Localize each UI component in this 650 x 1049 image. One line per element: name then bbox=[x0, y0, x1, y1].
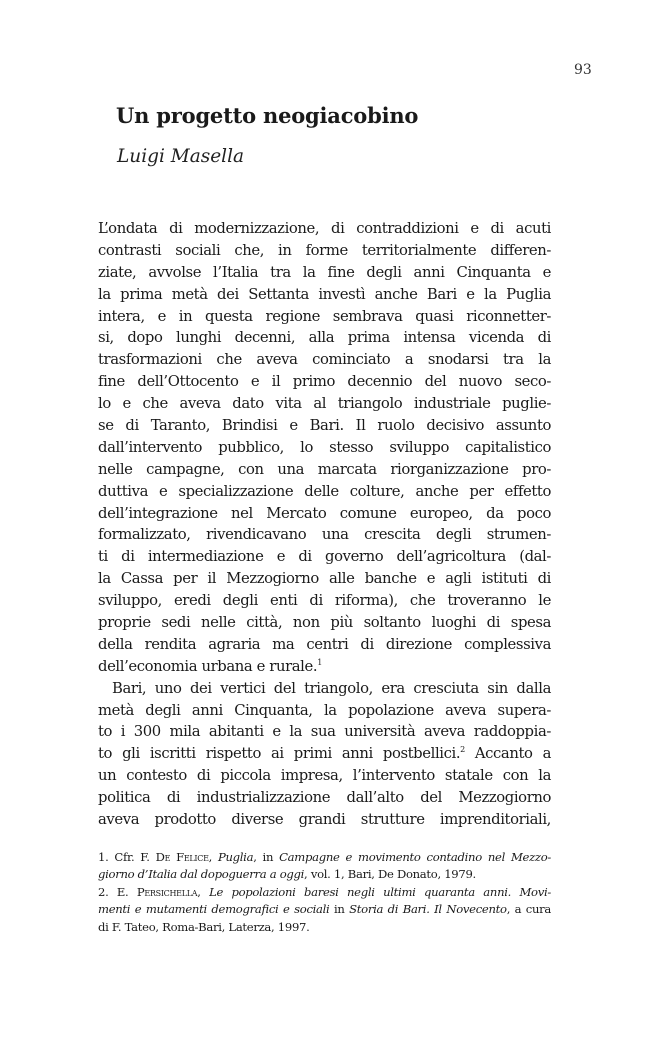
fn-text: , vol. 1, Bari, De Donato, 1979. bbox=[304, 867, 476, 882]
body-line-text: to gli iscritti rispetto ai primi anni postbellici. bbox=[98, 745, 461, 763]
fn-text: , bbox=[197, 884, 210, 899]
fn-text: , a cura bbox=[506, 902, 551, 917]
body-line: della rendita agraria ma centri di direzione complessiva bbox=[98, 635, 551, 653]
body-line: Bari, uno dei vertici del triangolo, era cresciuta sin dalla bbox=[112, 679, 551, 697]
body-line: sviluppo, eredi degli enti di riforma), che troveranno le bbox=[98, 592, 551, 610]
fn-author: Persichella bbox=[136, 884, 198, 899]
body-line bbox=[98, 656, 551, 678]
fn-text: , bbox=[208, 850, 218, 864]
footnote-2-line: di F. Tateo, Roma-Bari, Laterza, 1997. bbox=[98, 919, 310, 934]
body-line: intera, e in questa regione sembrava quasi riconnetter- bbox=[98, 307, 551, 325]
fn-title: giorno d’Italia dal dopoguerra a oggi bbox=[98, 867, 305, 882]
body-line-text: Accanto a bbox=[464, 745, 551, 763]
chapter-author: Luigi Masella bbox=[117, 146, 245, 167]
body-line: nelle campagne, con una marcata riorganizzazione pro- bbox=[98, 460, 551, 478]
body-line: dall’intervento pubblico, lo stesso sviluppo capitalistico bbox=[98, 438, 551, 456]
body-line: trasformazioni che aveva cominciato a snodarsi tra la bbox=[98, 351, 551, 369]
body-line: fine dell’Ottocento e il primo decennio del nuovo seco- bbox=[98, 373, 551, 391]
chapter-title: Un progetto neogiacobino bbox=[116, 103, 419, 128]
body-line: la prima metà dei Settanta investì anche Bari e la Puglia bbox=[98, 285, 551, 303]
body-text bbox=[98, 218, 551, 831]
fn-text: , in bbox=[253, 850, 280, 864]
fn-text: in bbox=[329, 902, 350, 917]
body-line: duttiva e specializzazione delle colture, anche per effetto bbox=[98, 482, 551, 500]
fn-title: Le popolazioni baresi negli ultimi quaranta anni. Movi- bbox=[209, 884, 551, 899]
footnote-1-line bbox=[98, 866, 551, 883]
footnote-1-line bbox=[98, 849, 551, 866]
body-line: dell’integrazione nel Mercato comune europeo, da poco bbox=[98, 504, 551, 522]
fn-text: 1. Cfr. F. bbox=[98, 850, 156, 864]
fn-title: Puglia bbox=[217, 850, 254, 864]
body-line: lo e che aveva dato vita al triangolo industriale puglie- bbox=[98, 395, 551, 413]
body-line: to i 300 mila abitanti e la sua università aveva raddoppia- bbox=[98, 723, 551, 741]
body-line: L’ondata di modernizzazione, di contraddizioni e di acuti bbox=[98, 220, 551, 237]
footnote-marker-1: 1 bbox=[317, 657, 322, 667]
fn-author: De Felice bbox=[155, 850, 209, 864]
footnotes bbox=[98, 849, 551, 936]
body-line: ti di intermediazione e di governo dell’agricoltura (dal- bbox=[98, 548, 551, 566]
fn-text: 2. E. bbox=[98, 884, 137, 899]
footnote-marker-2: 2 bbox=[460, 745, 465, 755]
fn-title: Storia di Bari. Il Novecento bbox=[349, 902, 507, 917]
footnote-2-line bbox=[98, 901, 551, 918]
body-line bbox=[98, 743, 551, 765]
body-line: contrasti sociali che, in forme territorialmente differen- bbox=[98, 241, 551, 259]
body-line: se di Taranto, Brindisi e Bari. Il ruolo decisivo assunto bbox=[98, 417, 551, 435]
body-line: proprie sedi nelle città, non più soltanto luoghi di spesa bbox=[98, 614, 551, 632]
body-line: aveva prodotto diverse grandi strutture imprenditoriali, bbox=[98, 811, 551, 829]
body-line: un contesto di piccola impresa, l’intervento statale con la bbox=[98, 767, 551, 785]
body-line: formalizzato, rivendicavano una crescita degli strumen- bbox=[98, 526, 551, 544]
body-line: metà degli anni Cinquanta, la popolazione aveva supera- bbox=[98, 701, 551, 719]
page-number: 93 bbox=[574, 62, 592, 78]
body-line-text: dell’economia urbana e rurale. bbox=[98, 657, 318, 675]
body-line: si, dopo lunghi decenni, alla prima intensa vicenda di bbox=[98, 329, 551, 347]
body-line: politica di industrializzazione dall’alto del Mezzogiorno bbox=[98, 789, 551, 807]
fn-title: Campagne e movimento contadino nel Mezzo- bbox=[279, 850, 551, 864]
fn-title: menti e mutamenti demografici e sociali bbox=[98, 902, 330, 917]
body-line: la Cassa per il Mezzogiorno alle banche e agli istituti di bbox=[98, 570, 551, 588]
footnote-2-line bbox=[98, 884, 551, 901]
body-line: ziate, avvolse l’Italia tra la fine degli anni Cinquanta e bbox=[98, 263, 551, 281]
